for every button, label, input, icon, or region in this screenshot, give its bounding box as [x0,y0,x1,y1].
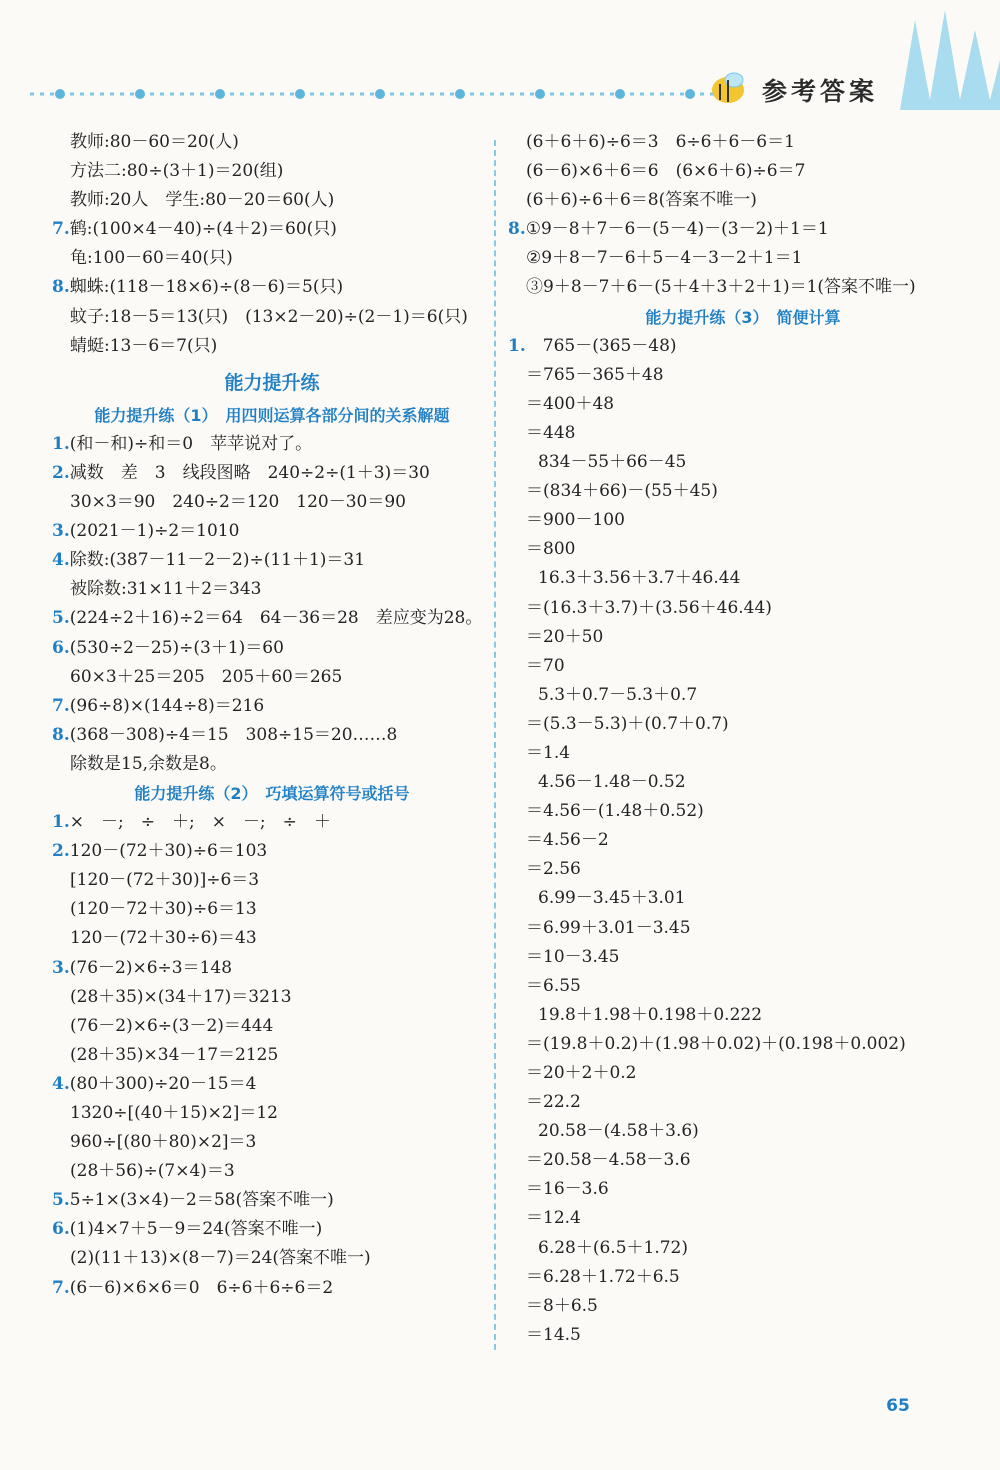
answer-text: 教师:20人 学生:80－20＝60(人) [70,190,335,211]
answer-line [52,1012,492,1041]
answer-line [508,1234,978,1263]
answer-line [52,1041,492,1070]
answer-text: ＝20＋2＋0.2 [526,1063,637,1083]
answer-line [52,215,492,244]
answer-line [508,884,978,913]
answer-text: 834－55＋66－45 [538,452,687,473]
answer-text: 960÷[(80＋80)×2]＝3 [70,1132,257,1153]
answer-text: 6.28＋(6.5＋1.72) [538,1237,689,1258]
answer-text: 除数:(387－11－2－2)÷(11＋1)＝31 [69,550,366,571]
answer-line [52,663,492,692]
answer-line [52,895,492,924]
answer-line [52,1244,492,1273]
answer-text: (28＋35)×34－17＝2125 [70,1044,279,1065]
answer-line [52,983,492,1012]
answer-line [508,1030,978,1059]
answer-line [52,128,492,157]
answer-text: ＝20＋50 [526,626,604,647]
answer-text: ＝765－365＋48 [526,364,664,385]
question-number: 7. [52,695,70,716]
section-heading [52,401,492,430]
question-number: 6. [52,1219,70,1240]
answer-text: (6＋6)÷6＋6＝8(答案不唯一) [526,190,757,211]
answer-text: 120－(72＋30÷6)＝43 [70,928,257,949]
answer-line [52,575,492,604]
question-number: 1. [52,433,70,454]
answer-line [508,506,978,535]
answer-line [52,924,492,953]
answer-text: ＝400＋48 [526,393,615,414]
question-number: 1. [508,335,526,356]
answer-text: (76－2)×6÷3＝148 [69,957,233,978]
answer-text: 蜘蛛:(118－18×6)÷(8－6)＝5(只) [69,277,344,298]
question-number: 2. [52,841,70,862]
answer-text: ＝14.5 [526,1324,581,1345]
answer-line [52,546,492,575]
answer-text: ＝(5.3－5.3)＋(0.7＋0.7) [526,713,729,734]
answer-line [508,972,978,1001]
answer-line [508,1321,978,1350]
answer-text: ＝(16.3＋3.7)＋(3.56＋46.44) [526,597,772,618]
answer-text: (2021－1)÷2＝1010 [69,521,240,542]
answer-text: [120－(72＋30)]÷6＝3 [70,870,260,891]
answer-line [52,1099,492,1128]
answer-line [508,1059,978,1088]
right-column [508,128,978,1350]
answer-line [508,128,978,157]
answer-text: 30×3＝90 240÷2＝120 120－30＝90 [70,492,406,513]
answer-text: (1)4×7＋5－9＝24(答案不唯一) [69,1219,323,1240]
left-column [52,128,492,1303]
answer-line [52,750,492,779]
answer-line [508,652,978,681]
answer-line [52,721,492,750]
answer-line [52,1215,492,1244]
answer-line [52,692,492,721]
answer-text: 蜻蜓:13－6＝7(只) [70,335,218,356]
answer-text: ＝800 [526,539,576,560]
answer-line [52,303,492,332]
answer-text: ＝70 [526,655,565,676]
question-number: 3. [52,521,70,542]
answer-line [508,1117,978,1146]
answer-line [52,186,492,215]
answer-text: ＝6.55 [526,975,581,996]
answer-text: (28＋35)×(34＋17)＝3213 [70,986,292,1007]
answer-line [52,459,492,488]
answer-line [508,943,978,972]
answer-text: (80＋300)÷20－15＝4 [69,1073,257,1094]
answer-text: 1320÷[(40＋15)×2]＝12 [70,1103,278,1123]
question-number: 1. [52,812,70,833]
answer-line [52,244,492,273]
answer-line [52,808,492,837]
answer-text: 4.56－1.48－0.52 [538,772,686,793]
answer-line [508,855,978,884]
answer-text: 能力提升练（1） 用四则运算各部分间的关系解题 [94,405,450,425]
answer-text: (368－308)÷4＝15 308÷15＝20……8 [69,724,398,745]
answer-text: ＝1.4 [526,742,571,763]
answer-line [508,826,978,855]
answer-text: ＝20.58－4.58－3.6 [526,1150,691,1171]
column-divider [494,140,496,1350]
answer-line [508,1263,978,1292]
section-heading [52,361,492,401]
answer-text: (6－6)×6＋6＝6 (6×6＋6)÷6＝7 [526,161,806,182]
answer-text: ＝4.56－2 [526,830,609,851]
answer-text: ②9＋8－7－6＋5－4－3－2＋1＝1 [526,248,803,269]
answer-text: ＝448 [526,422,576,443]
answer-text: ＝10－3.45 [526,946,620,967]
answer-text: 龟:100－60＝40(只) [70,248,233,269]
bee-icon [712,73,744,103]
answer-text: ①9－8＋7－6－(5－4)－(3－2)＋1＝1 [525,219,829,240]
answer-line [52,954,492,983]
answer-text: 5÷1×(3×4)－2＝58(答案不唯一) [69,1190,334,1211]
question-number: 8. [52,277,70,298]
answer-text: (和－和)÷和＝0 苹苹说对了。 [69,433,313,454]
answer-text: ＝4.56－(1.48＋0.52) [526,801,704,822]
answer-line [52,1186,492,1215]
answer-line [52,634,492,663]
answer-line [508,594,978,623]
answer-line [508,186,978,215]
answer-line [508,1204,978,1233]
answer-text: ＝22.2 [526,1092,581,1113]
answer-text: ③9＋8－7＋6－(5＋4＋3＋2＋1)＝1(答案不唯一) [526,277,916,298]
answer-line [508,157,978,186]
answer-line [508,215,978,244]
answer-line [508,1175,978,1204]
answer-line [52,517,492,546]
answer-text: 鹤:(100×4－40)÷(4＋2)＝60(只) [69,219,337,240]
answer-line [508,681,978,710]
answer-text: 5.3＋0.7－5.3＋0.7 [538,684,698,705]
answer-text: (96÷8)×(144÷8)＝216 [69,695,265,716]
answer-text: (76－2)×6÷(3－2)＝444 [70,1015,274,1036]
answer-text: ＝900－100 [526,510,625,531]
answer-line [52,488,492,517]
answer-line [508,1146,978,1175]
answer-line [52,604,492,633]
answer-text: ＝2.56 [526,859,581,880]
answer-line [52,430,492,459]
answer-line [52,866,492,895]
question-number: 4. [52,550,70,571]
question-number: 3. [52,957,70,978]
answer-text: ＝12.4 [526,1208,581,1229]
answer-text: (120－72＋30)÷6＝13 [70,899,257,920]
answer-text: (530÷2－25)÷(3＋1)＝60 [69,637,284,658]
answer-line [508,1001,978,1030]
answer-line [508,1088,978,1117]
answer-line [508,535,978,564]
question-number: 8. [52,724,70,745]
answer-line [508,332,978,361]
page-number: 65 [886,1396,910,1416]
header-decoration [0,0,1000,130]
answer-text: 20.58－(4.58＋3.6) [538,1121,699,1142]
answer-line [508,623,978,652]
answer-text: (2)(11＋13)×(8－7)＝24(答案不唯一) [70,1248,371,1269]
answer-line [508,914,978,943]
answer-text: 能力提升练（3） 简便计算 [645,307,841,327]
answer-line [508,710,978,739]
question-number: 5. [52,1190,70,1211]
answer-text: ＝(834＋66)－(55＋45) [526,481,718,502]
answer-text: (28＋56)÷(7×4)＝3 [70,1161,235,1182]
question-number: 7. [52,219,70,240]
answer-line [52,1157,492,1186]
answer-text: (224÷2＋16)÷2＝64 64－36＝28 差应变为28。 [69,608,483,629]
answer-text: ＝6.28＋1.72＋6.5 [526,1266,680,1287]
section-heading [52,779,492,808]
answer-text: 教师:80－60＝20(人) [70,132,239,152]
answer-text: ＝6.99＋3.01－3.45 [526,917,691,938]
answer-text: ＝16－3.6 [526,1179,609,1200]
question-number: 2. [52,462,70,483]
answer-line [508,390,978,419]
answer-text: (6－6)×6×6＝0 6÷6＋6÷6＝2 [69,1277,334,1298]
answer-text: ＝8＋6.5 [526,1295,598,1316]
question-number: 8. [508,219,526,240]
answer-text: 方法二:80÷(3＋1)＝20(组) [70,161,284,182]
answer-text: 减数 差 3 线段图略 240÷2÷(1＋3)＝30 [69,462,430,483]
answer-line [508,768,978,797]
answer-text: (6＋6＋6)÷6＝3 6÷6＋6－6＝1 [526,132,795,152]
answer-text: 被除数:31×11＋2＝343 [70,579,262,600]
answer-text: 60×3＋25＝205 205＋60＝265 [70,666,343,687]
answer-text: 蚊子:18－5＝13(只) (13×2－20)÷(2－1)＝6(只) [70,306,468,327]
page-header-title: 参考答案 [762,77,879,106]
answer-line [52,1070,492,1099]
question-number: 6. [52,637,70,658]
answer-text: ＝(19.8＋0.2)＋(1.98＋0.02)＋(0.198＋0.002) [526,1033,906,1054]
answer-line [52,332,492,361]
answer-line [508,1292,978,1321]
answer-text: 6.99－3.45＋3.01 [538,888,686,909]
answer-line [508,448,978,477]
answer-text: 19.8＋1.98＋0.198＋0.222 [538,1004,763,1025]
answer-line [52,1274,492,1303]
answer-line [508,564,978,593]
answer-line [52,1128,492,1157]
answer-line [52,273,492,302]
answer-line [52,157,492,186]
answer-text: 120－(72＋30)÷6＝103 [69,841,268,862]
answer-text: 能力提升练（2） 巧填运算符号或括号 [134,783,410,803]
answer-line [508,244,978,273]
answer-text: 除数是15,余数是8。 [70,753,227,774]
answer-line [508,739,978,768]
answer-line [508,477,978,506]
answer-line [52,837,492,866]
answer-line [508,797,978,826]
answer-line [508,419,978,448]
answer-text: 16.3＋3.56＋3.7＋46.44 [538,568,741,589]
answer-text: 能力提升练 [224,371,320,394]
answer-line [508,273,978,302]
question-number: 4. [52,1073,70,1094]
question-number: 7. [52,1277,70,1298]
answer-text: 765－(365－48) [525,335,677,356]
answer-text: × －; ÷ ＋; × －; ÷ ＋ [69,812,331,833]
section-heading [508,303,978,332]
question-number: 5. [52,608,70,629]
answer-line [508,361,978,390]
